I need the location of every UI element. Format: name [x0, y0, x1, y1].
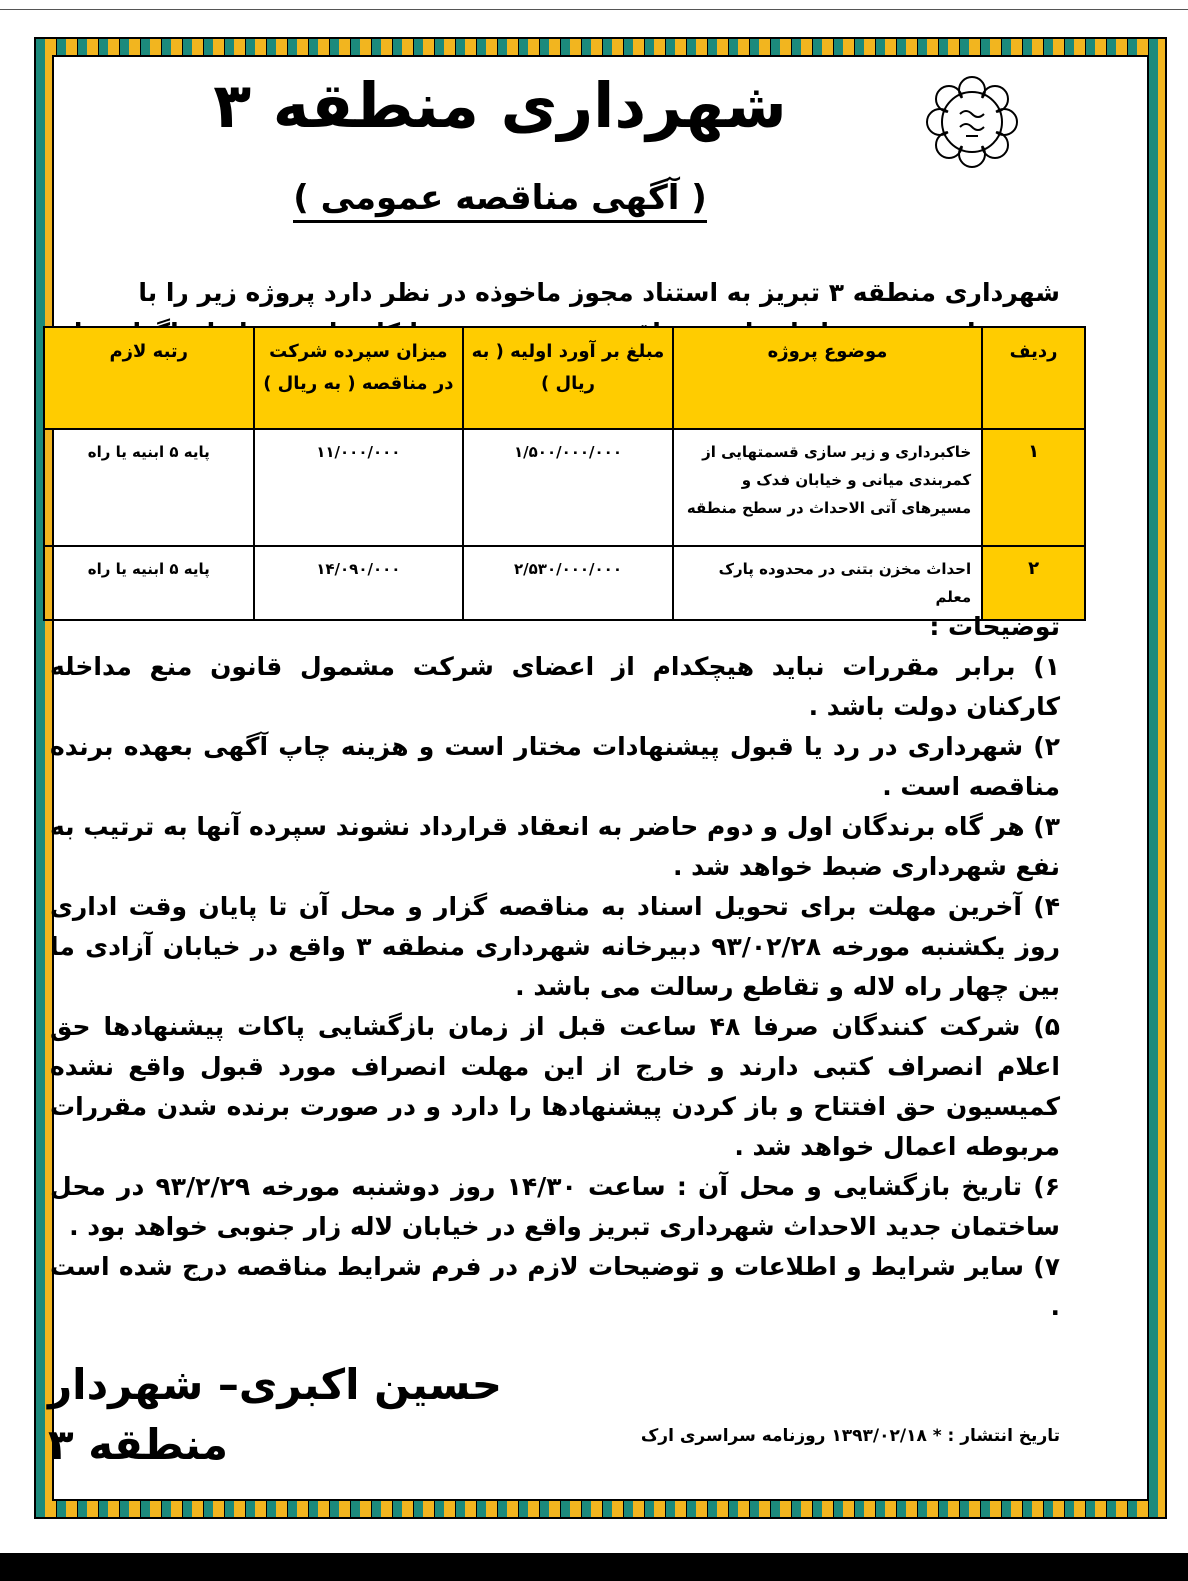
- row-number: ۲: [982, 546, 1085, 620]
- row-rank: پایه ۵ ابنیه یا راه: [44, 546, 254, 620]
- row-estimate: ۱/۵۰۰/۰۰۰/۰۰۰: [463, 429, 673, 546]
- page-title: شهرداری منطقه ۳: [213, 69, 787, 142]
- subtitle-text: ( آگهی مناقصه عمومی ): [293, 178, 707, 223]
- bottom-bar: [0, 1553, 1188, 1581]
- row-deposit: ۱۴/۰۹۰/۰۰۰: [254, 546, 464, 620]
- note-item: ۱) برابر مقررات نباید هیچکدام از اعضای شرکت مشمول قانون منع مداخله کارکنان دولت باشد .: [50, 652, 1060, 721]
- header-estimate: مبلغ بر آورد اولیه ( به ریال ): [463, 327, 673, 429]
- notes-section: [50, 607, 1060, 1327]
- top-rule: [0, 9, 1188, 10]
- header-rank: رتبه لازم: [44, 327, 254, 429]
- notes-heading: توضیحات :: [929, 612, 1060, 641]
- municipality-flower-emblem-icon: [922, 72, 1022, 172]
- note-item: ۳) هر گاه برندگان اول و دوم حاضر به انعقاد قرارداد نشوند سپرده آنها به ترتیب به نفع شهرداری ضبط خواهد شد .: [50, 812, 1060, 881]
- note-item: ۶) تاریخ بازگشایی و محل آن : ساعت ۱۴/۳۰ روز دوشنبه مورخه ۹۳/۲/۲۹ در محل ساختمان جدید الاحداث شهرداری تبریز واقع در خیابان لاله زار جنوبی خواهد بود .: [50, 1172, 1060, 1241]
- signature-line: حسین اکبری– شهردار منطقه ۳: [48, 1360, 503, 1469]
- publication-date: تاریخ انتشار : * ۱۳۹۳/۰۲/۱۸ روزنامه سراسری ارک: [640, 1426, 1060, 1446]
- tender-table: [43, 326, 1086, 621]
- header-subject: موضوع پروژه: [673, 327, 982, 429]
- page-subtitle: [280, 172, 720, 224]
- table-header-row: [44, 327, 1085, 429]
- note-item: ۷) سایر شرایط و اطلاعات و توضیحات لازم در فرم شرایط مناقصه درج شده است .: [50, 1252, 1060, 1321]
- note-item: ۲) شهرداری در رد یا قبول پیشنهادات مختار است و هزینه چاپ آگهی بعهده برنده مناقصه است .: [50, 732, 1060, 801]
- note-item: ۴) آخرین مهلت برای تحویل اسناد به مناقصه گزار و محل آن تا پایان وقت اداری روز یکشنبه مورخه ۹۳/۰۲/۲۸ دبیرخانه شهرداری منطقه ۳ واقع در خیابان آزادی ما بین چهار راه لاله و تقاطع رسالت می باشد .: [50, 892, 1060, 1001]
- table-row: [44, 429, 1085, 546]
- header-deposit: میزان سپرده شرکت در مناقصه ( به ریال ): [254, 327, 464, 429]
- row-rank: پایه ۵ ابنیه یا راه: [44, 429, 254, 546]
- row-number: ۱: [982, 429, 1085, 546]
- header-row-number: ردیف: [982, 327, 1085, 429]
- intro-paragraph: شهرداری منطقه ۳ تبریز به استناد مجوز ماخوذه در نظر دارد پروژه زیر را با: [138, 278, 1060, 307]
- row-deposit: ۱۱/۰۰۰/۰۰۰: [254, 429, 464, 546]
- row-estimate: ۲/۵۳۰/۰۰۰/۰۰۰: [463, 546, 673, 620]
- note-item: ۵) شرکت کنندگان صرفا ۴۸ ساعت قبل از زمان بازگشایی پاکات پیشنهادها حق اعلام انصراف کتبی دارند و خارج از این مهلت انصراف مورد قبول واقع نشده کمیسیون حق افتتاح و باز کردن پیشنهادها را دارد و در صورت برنده شدن مقررات مربوطه اعمال خواهد شد .: [50, 1012, 1061, 1161]
- row-subject: خاکبرداری و زیر سازی قسمتهایی از کمربندی میانی و خیابان فدک و مسیرهای آتی الاحداث در سطح منطقه: [673, 429, 982, 546]
- row-subject: احداث مخزن بتنی در محدوده پارک معلم: [673, 546, 982, 620]
